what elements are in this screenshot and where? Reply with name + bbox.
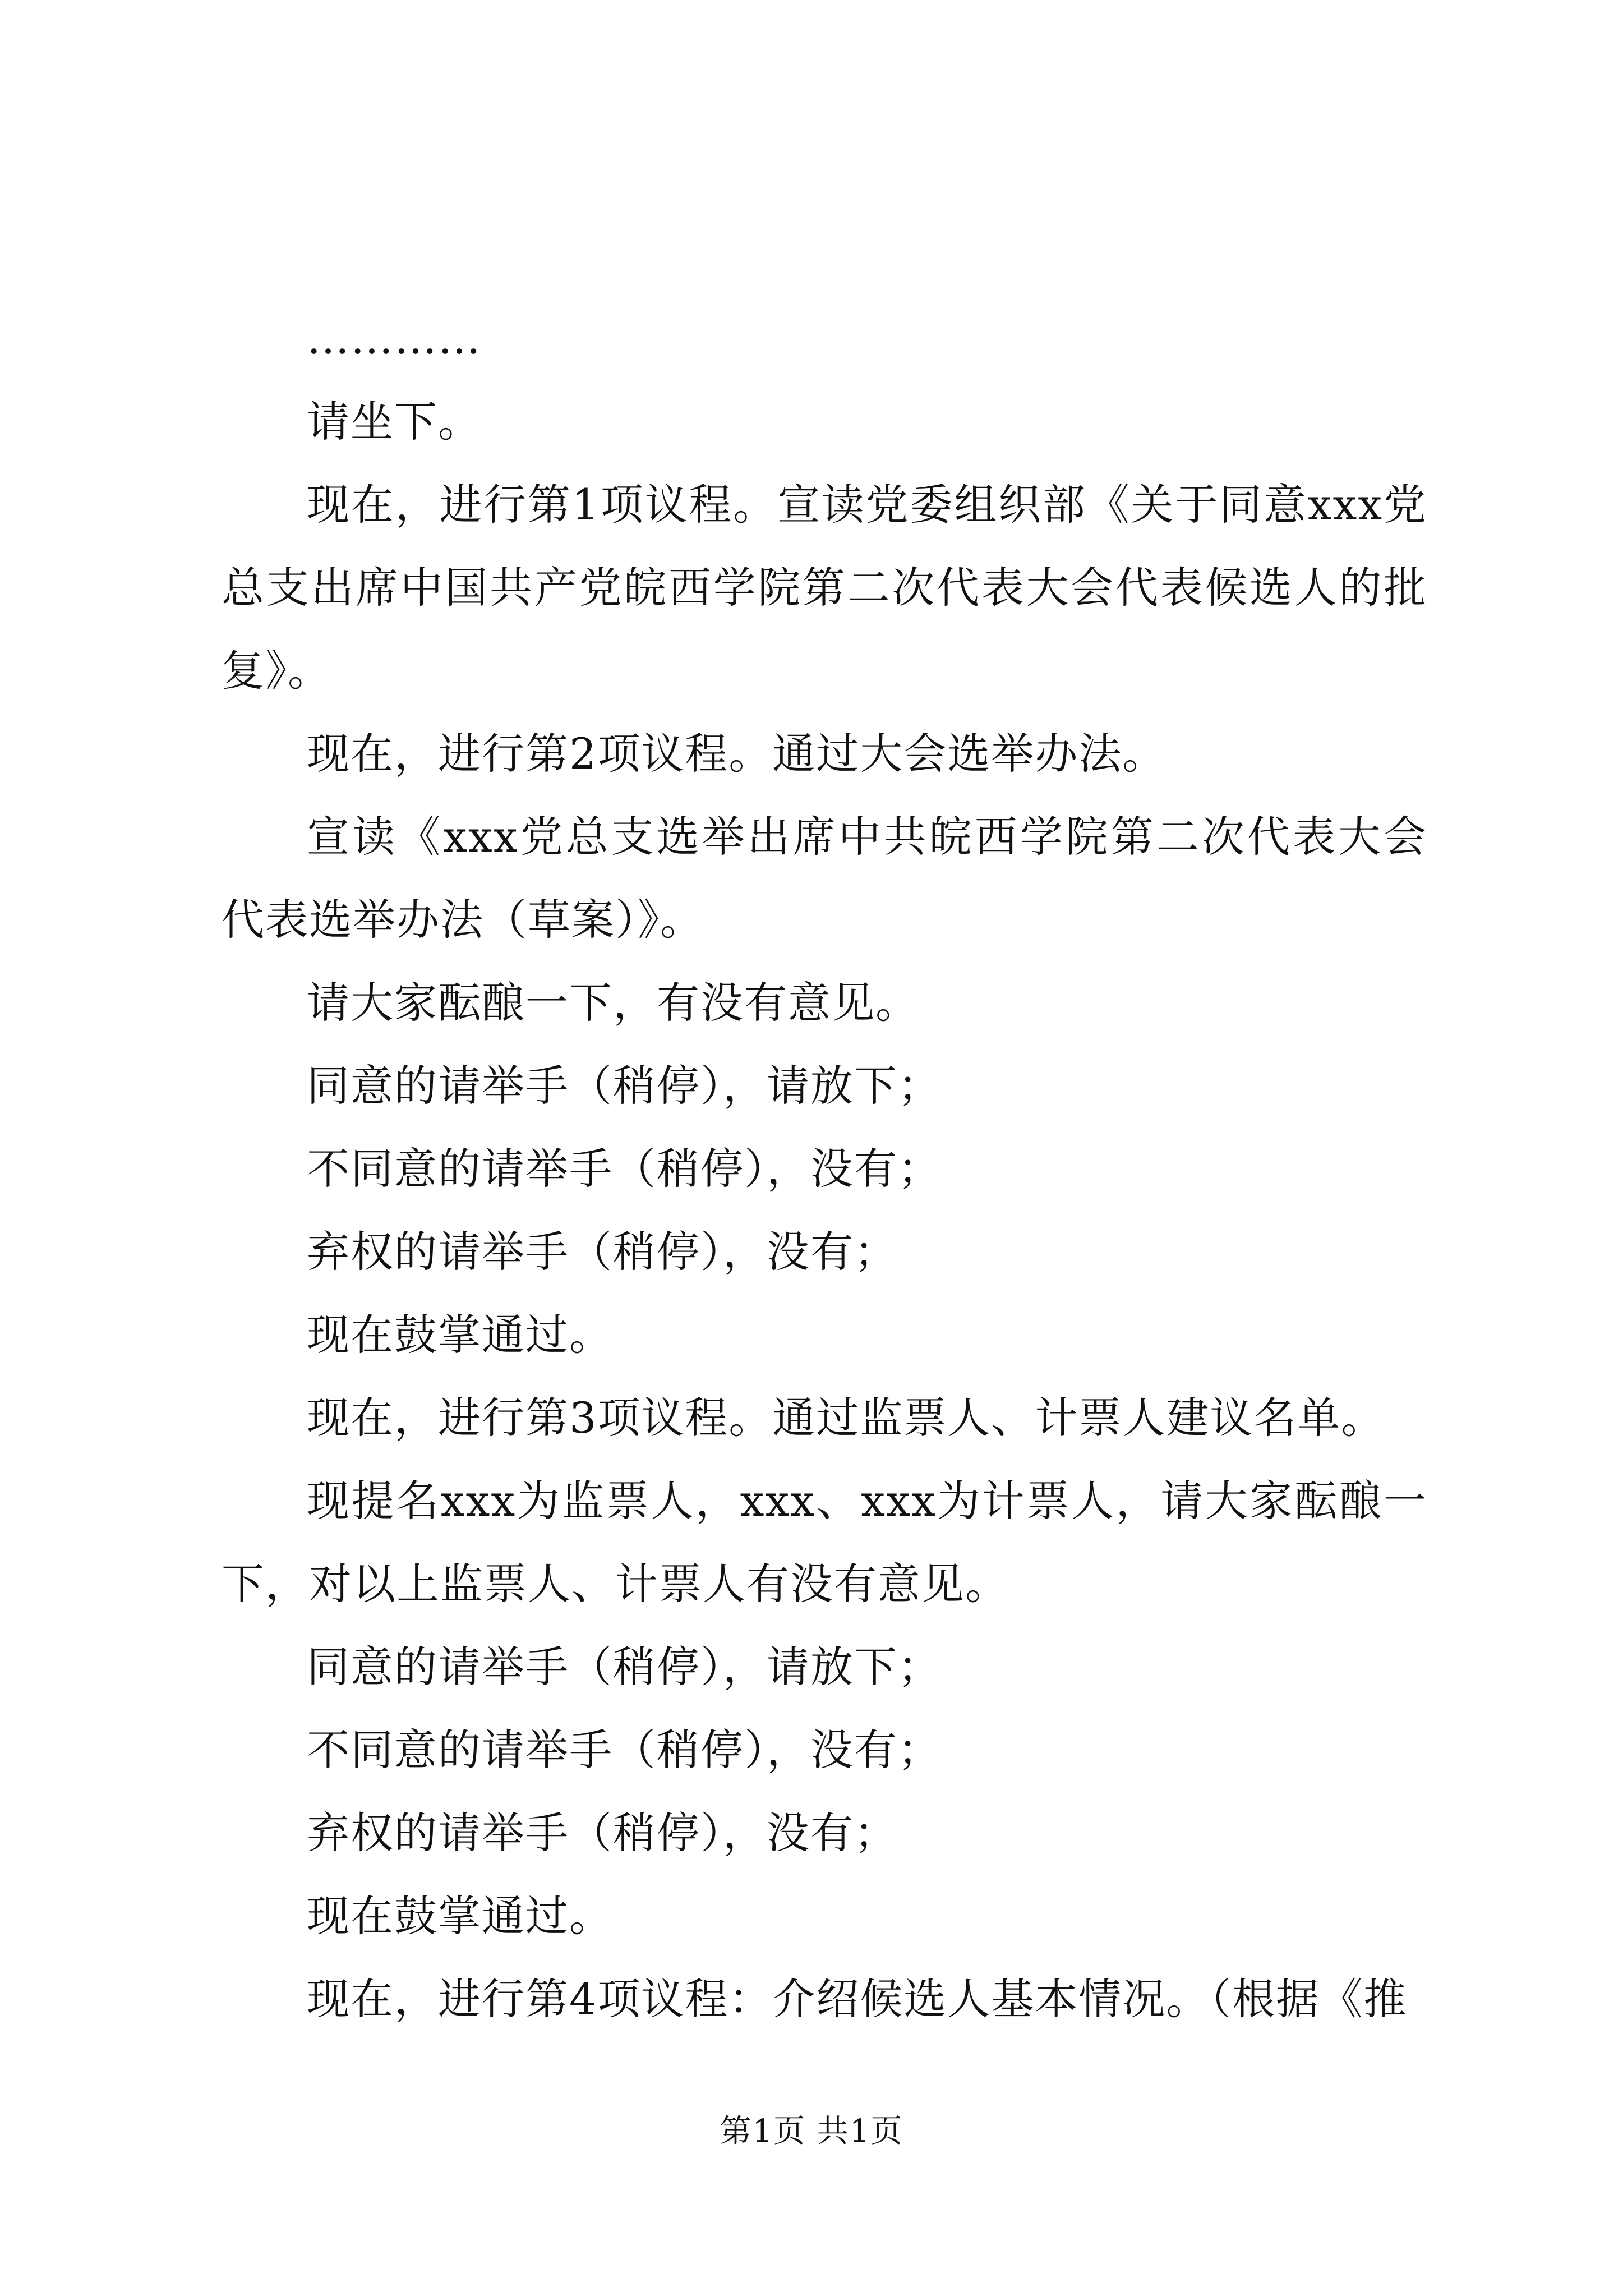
paragraph: 现在，进行第4项议程：介绍候选人基本情况。（根据《推 bbox=[307, 1974, 1408, 2024]
paragraph: 现在鼓掌通过。 bbox=[307, 1310, 613, 1360]
paragraph: 不同意的请举手（稍停），没有； bbox=[307, 1725, 942, 1775]
paragraph: 同意的请举手（稍停），请放下； bbox=[307, 1642, 942, 1692]
paragraph: 现在鼓掌通过。 bbox=[307, 1891, 613, 1941]
paragraph: 现在，进行第2项议程。通过大会选举办法。 bbox=[307, 729, 1166, 779]
paragraph: 同意的请举手（稍停），请放下； bbox=[307, 1061, 942, 1111]
paragraph: 宣读《xxx党总支选举出席中共皖西学院第二次代表大会代表选举办法（草案）》。 bbox=[222, 812, 1427, 945]
page-footer bbox=[0, 2109, 1623, 2154]
paragraph: 现在，进行第1项议程。宣读党委组织部《关于同意xxx党总支出席中国共产党皖西学院第二次代表大会代表候选人的批复》。 bbox=[222, 480, 1427, 696]
paragraph: 不同意的请举手（稍停），没有； bbox=[307, 1144, 942, 1194]
paragraph: 弃权的请举手（稍停），没有； bbox=[307, 1808, 898, 1858]
document-body bbox=[222, 297, 1427, 2041]
paragraph: 请坐下。 bbox=[307, 397, 482, 447]
page-number-label: 第1页 共1页 bbox=[720, 2113, 903, 2150]
paragraph: 现在，进行第3项议程。通过监票人、计票人建议名单。 bbox=[307, 1393, 1385, 1443]
paragraph: 弃权的请举手（稍停），没有； bbox=[307, 1227, 898, 1277]
paragraph: 现提名xxx为监票人，xxx、xxx为计票人，请大家酝酿一下，对以上监票人、计票人有没有意见。 bbox=[222, 1476, 1427, 1609]
paragraph-ellipsis: ………… bbox=[307, 314, 482, 364]
paragraph: 请大家酝酿一下，有没有意见。 bbox=[307, 978, 919, 1028]
